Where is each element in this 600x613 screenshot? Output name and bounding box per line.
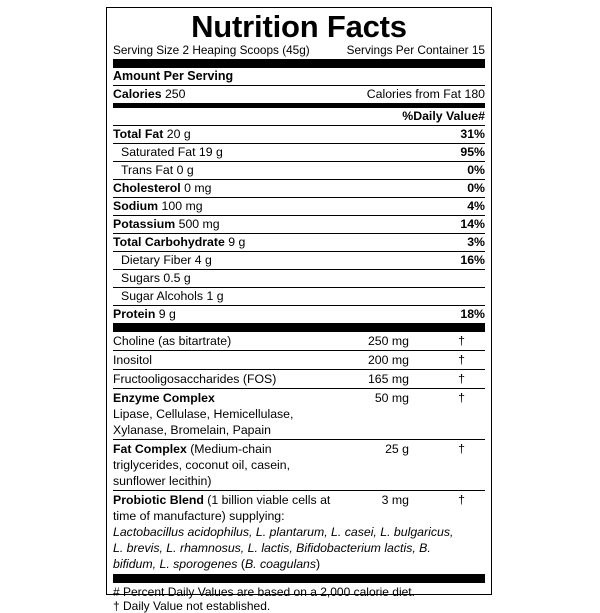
species-list: Lactobacillus acidophilus, L. plantarum, L. casei, L. bulgaricus, L. brevis, L. rhamnosus, L. lactis, Bifidobacterium lactis, B. bifidum, L. sporogenes xyxy=(113,525,454,571)
label-title: Nutrition Facts xyxy=(191,9,407,44)
nutrient-row xyxy=(113,270,485,288)
nutrient-name: Dietary Fiber 4 g xyxy=(121,253,212,267)
nutrient-dv: 0% xyxy=(467,181,485,195)
supplement-name: Enzyme Complex xyxy=(113,391,215,405)
supplement-amount: 165 mg xyxy=(367,372,409,386)
supplement-name: Choline (as bitartrate) xyxy=(113,334,232,348)
supplement-name: Inositol xyxy=(113,353,152,367)
footnote-dagger: † Daily Value not established. xyxy=(113,599,271,613)
supplement-dv: † xyxy=(458,353,465,367)
nutrient-label xyxy=(113,198,203,215)
probiotic-species xyxy=(113,524,465,572)
nutrient-name: Potassium xyxy=(113,217,176,231)
species-paren-close: ) xyxy=(316,557,321,571)
calories-row xyxy=(113,86,485,104)
supplement-row xyxy=(113,491,485,573)
supplement-text xyxy=(113,441,339,489)
nutrient-name: Total Fat xyxy=(113,127,164,141)
nutrient-dv: 3% xyxy=(467,235,485,249)
nutrient-dv: 18% xyxy=(460,307,485,321)
nutrient-amount: 500 mg xyxy=(178,217,220,231)
nutrient-name: Total Carbohydrate xyxy=(113,235,225,249)
footnotes xyxy=(113,585,485,613)
nutrient-name: Sugar Alcohols 1 g xyxy=(121,289,224,303)
nutrient-row xyxy=(113,288,485,306)
nutrient-row xyxy=(113,306,485,323)
supplement-dv: † xyxy=(458,391,465,405)
supplement-name: Probiotic Blend xyxy=(113,493,204,507)
amount-per-serving xyxy=(113,68,485,86)
nutrient-row xyxy=(113,198,485,216)
nutrient-dv: 4% xyxy=(467,199,485,213)
nutrient-label xyxy=(113,234,245,251)
nutrient-row xyxy=(113,162,485,180)
nutrient-label xyxy=(113,306,176,323)
amount-per-serving-label: Amount Per Serving xyxy=(113,69,234,83)
supplement-desc: (Medium-chain triglycerides, coconut oil, casein, sunflower lecithin) xyxy=(113,442,291,488)
nutrient-amount: 9 g xyxy=(158,307,176,321)
nutrient-row xyxy=(113,126,485,144)
supplement-dv: † xyxy=(458,372,465,386)
supplement-amount: 3 mg xyxy=(381,493,409,507)
nutrient-dv: 14% xyxy=(460,217,485,231)
nutrient-dv: 0% xyxy=(467,163,485,177)
nutrient-row xyxy=(113,180,485,198)
nutrient-name: Cholesterol xyxy=(113,181,181,195)
divider-thick xyxy=(113,574,485,583)
nutrient-dv: 95% xyxy=(460,145,485,159)
supplement-dv: † xyxy=(458,334,465,348)
supplement-amount: 25 g xyxy=(385,442,409,456)
serving-info xyxy=(113,43,485,57)
supplement-dv: † xyxy=(458,442,465,456)
nutrient-row xyxy=(113,144,485,162)
divider-thick xyxy=(113,323,485,332)
servings-per-container: Servings Per Container 15 xyxy=(346,43,485,57)
nutrient-dv: 16% xyxy=(460,253,485,267)
daily-value-header xyxy=(113,108,485,126)
supplement-row xyxy=(113,332,485,351)
nutrient-name: Sugars 0.5 g xyxy=(121,271,191,285)
calories-value: 250 xyxy=(164,87,186,101)
supplement-name: Fat Complex xyxy=(113,442,187,456)
supplement-desc: (1 billion viable cells at time of manufacture) supplying: xyxy=(113,493,331,523)
nutrient-row xyxy=(113,216,485,234)
divider-thick xyxy=(113,59,485,68)
supplement-dv: † xyxy=(458,493,465,507)
supplement-row xyxy=(113,351,485,370)
supplement-text xyxy=(113,492,339,524)
nutrient-label xyxy=(113,126,191,143)
calories-left xyxy=(113,86,185,103)
nutrient-name: Saturated Fat 19 g xyxy=(121,145,223,159)
nutrient-row xyxy=(113,252,485,270)
supplement-text xyxy=(113,390,339,438)
supplement-row xyxy=(113,389,485,440)
nutrient-label xyxy=(113,180,211,197)
daily-value-header-text: %Daily Value# xyxy=(402,109,485,123)
supplement-row xyxy=(113,370,485,389)
supplement-amount: 50 mg xyxy=(374,391,409,405)
nutrient-dv: 31% xyxy=(460,127,485,141)
serving-size: Serving Size 2 Heaping Scoops (45g) xyxy=(113,43,310,57)
calories-label: Calories xyxy=(113,87,162,101)
nutrient-label xyxy=(113,216,220,233)
supplement-desc: Lipase, Cellulase, Hemicellulase, Xylanase, Bromelain, Papain xyxy=(113,407,294,437)
supplement-amount: 200 mg xyxy=(367,353,409,367)
supplement-row xyxy=(113,440,485,491)
nutrient-amount: 20 g xyxy=(166,127,191,141)
supplement-name: Fructooligosaccharides (FOS) xyxy=(113,372,277,386)
nutrient-amount: 9 g xyxy=(228,235,246,249)
nutrient-amount: 0 mg xyxy=(184,181,212,195)
nutrient-name: Sodium xyxy=(113,199,159,213)
calories-from-fat: Calories from Fat 180 xyxy=(366,87,485,101)
nutrient-name: Trans Fat 0 g xyxy=(121,163,194,177)
nutrition-facts-label xyxy=(106,7,492,613)
supplement-amount: 250 mg xyxy=(367,334,409,348)
species-paren-open: ( xyxy=(237,557,245,571)
species-alt: B. coagulans xyxy=(244,557,317,571)
nutrient-row xyxy=(113,234,485,252)
nutrient-amount: 100 mg xyxy=(161,199,203,213)
nutrient-name: Protein xyxy=(113,307,156,321)
footnote-daily-values: # Percent Daily Values are based on a 2,000 calorie diet. xyxy=(113,585,415,599)
